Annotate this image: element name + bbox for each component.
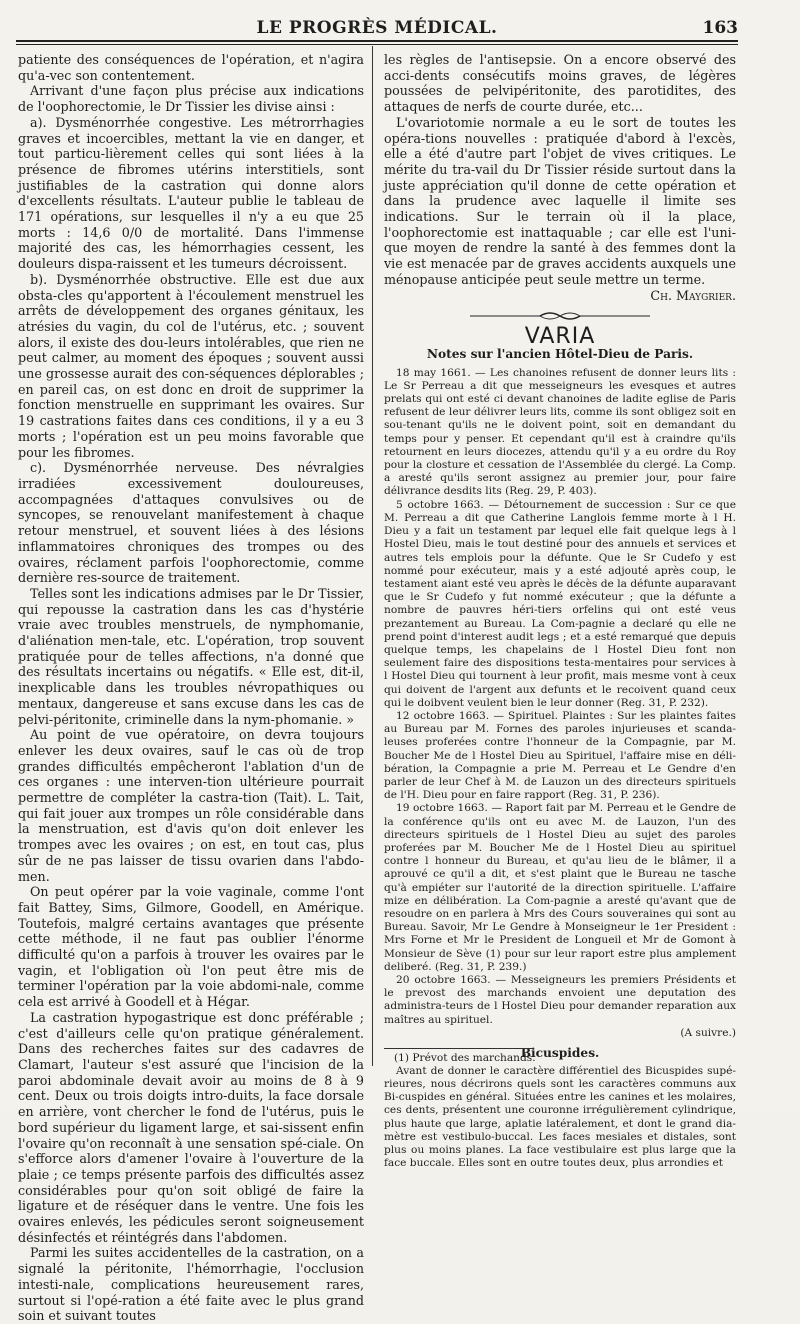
ornament-rule-icon <box>470 309 650 323</box>
paragraph: Arrivant d'une façon plus précise aux indications de l'oophorectomie, le Dr Tissier les divise ainsi : <box>18 83 364 115</box>
paragraph: a). Dysménorrhée congestive. Les métrorrhagies graves et incoercibles, mettant la vie en danger, et tout particu-lièrement celles qui sont liées à la présence de fibromes utérins interstitiels, sont justifiables de la castration qui donne alors d'excellents résultats. L'auteur publie le tableau de 171 opérations, sur lesquelles il n'y a eu que 25 morts : 14,6 0/0 de mortalité. Dans l'immense majorité des cas, les hémorrhagies cessent, les douleurs dispa-raissent et les tumeurs décroissent. <box>18 114 364 272</box>
page-number: 163 <box>702 18 738 38</box>
footnote-rule <box>384 1048 534 1049</box>
varia-subheading: Notes sur l'ancien Hôtel-Dieu de Paris. <box>426 346 694 361</box>
column-divider <box>372 46 373 1066</box>
paragraph: patiente des conséquences de l'opération, et n'agira qu'a-vec son contentement. <box>18 52 364 83</box>
note-paragraph: 5 octobre 1663. — Détournement de succession : Sur ce que M. Perreau a dit que Catherine Langlois femme morte à l H. Dieu y a fait un testament par lequel elle fait quelque legs à l Hostel Dieu, mais le tout destiné pour des annuels et services et autres tels emplois pour la défunte. Que le Sr Cudefo y est nommé pour exécuteur, mais y a esté adjouté après coup, le testament aiant esté veu après le décès de la défunte auparavant que le Sr Cudefo y fut nommé exécuteur ; que la défunte a nombre de pauvres héri-tiers orfelins qui ont esté veus prezantement au Bureau. La Com-pagnie a declaré qu elle ne prend point d'interest audit legs ; et a esté remarqué que depuis quelque temps, les chapelains de l Hostel Dieu font non seulement faire des dispositions testa-mentaires pour services à l Hostel Dieu qui tournent à leur profit, mais mesme vont à ceux qui doivent de l'argent aux defunts et le recoivent quand ceux qui le doibvent veulent bien le leur donner (Reg. 31, P. 232). <box>384 498 736 709</box>
bicuspides-section <box>384 1065 736 1171</box>
header-rule <box>16 40 738 42</box>
note-paragraph: 19 octobre 1663. — Raport fait par M. Perreau et le Gendre de la conférence qu'ils ont eu avec M. de Lauzon, l'un des directeurs spirituels de l Hostel Dieu au sujet des paroles proferées par M. Boucher Me de l Hostel Dieu au spirituel contre l honneur du Bureau, et qu'au lieu de le blâmer, il a aprouvé ce qu'il a dit, et s'est plaint que le Bureau ne tasche qu'à empiéter sur l'autorité de la direction spirituelle. L'affaire mize en délibération. La Com-pagnie a aresté qu'avant que de resoudre on en parlera à Mrs des Cours souveraines qui sont au Bureau. Savoir, Mr Le Gendre à Monseigneur le 1er President : Mrs Forne et Mr le President de Longueil et Mr de Gomont à Monsieur de Sève (1) pour sur leur raport estre plus amplement deliberé. (Reg. 31, P. 239.) <box>384 802 736 973</box>
paragraph: Telles sont les indications admises par le Dr Tissier, qui repousse la castration dans les cas d'hystérie vraie avec troubles menstruels, de nymphomanie, d'aliénation men-tale, etc. L'opération, trop souvent pratiquée pour de telles affections, n'a donné que des résultats incertains ou négatifs. « Elle est, dit-il, inexplicable dans les troubles névropathiques ou mentaux, dangereuse et sans excuse dans les cas de pelvi-péritonite, criminelle dans la nym-phomanie. » <box>18 585 364 727</box>
right-column <box>384 52 736 1170</box>
paragraph: Au point de vue opératoire, on devra toujours enlever les deux ovaires, sauf le cas où de trop grandes difficultés empêcheront l'ablation d'un de ces organes : une interven-tion ultérieure pourrait permettre de compléter la castra-tion (Tait). L. Tait, qui fait jouer aux trompes un rôle considérable dans la menstruation, est d'avis qu'on doit enlever les trompes avec les ovaires ; on est, en tout cas, plus sûr de ne pas laisser de tissu ovarien dans l'abdo-men. <box>18 727 364 884</box>
journal-title: LE PROGRÈS MÉDICAL. <box>256 18 498 38</box>
header-rule-thin <box>16 44 738 45</box>
to-be-continued: (A suivre.) <box>680 1026 736 1039</box>
paragraph: Parmi les suites accidentelles de la castration, on a signalé la péritonite, l'hémorrhagie, l'occlusion intesti-nale, complications heureusement rares, surtout si l'opé-ration a été faite avec le plus grand soin et suivant toutes <box>18 1245 364 1324</box>
left-column <box>18 52 364 1324</box>
note-paragraph: 20 octobre 1663. — Messeigneurs les premiers Présidents et le prevost des marchands envoient une deputation des administra-teurs de l Hostel Dieu pour demander reparation aux maîtres au spirituel. <box>384 974 736 1026</box>
varia-heading: VARIA <box>524 324 596 350</box>
article-signature: Ch. Maygrier. <box>650 287 736 303</box>
note-paragraph: 18 may 1661. — Les chanoines refusent de donner leurs lits : Le Sr Perreau a dit que messeigneurs les evesques et autres prelats qui ont esté ci devant chanoines de ladite eglise de Paris refusent de leur délivrer leurs lits, comme ils sont obligez soit en sou-tenant qu'ils ne le doivent point, soit en demandant du temps pour y penser. Et cependant qu'il est à craindre qu'ils retournent en leurs diocezes, attendu qu'il y a eu ordre du Roy pour la closture et cessation de l'Assemblée du clergé. La Comp. a aresté qu'ils seront assignez au premier jour, pour faire délivrance desdits lits (Reg. 29, P. 403). <box>384 366 736 498</box>
note-paragraph: 12 octobre 1663. — Spirituel. Plaintes : Sur les plaintes faites au Bureau par M. Fornes des paroles injurieuses et scanda-leuses proferées contre l'honneur de la Compagnie, par M. Boucher Me de l Hostel Dieu au Spirituel, l'affaire mise en déli-bération, la Compagnie a prie M. Perreau et Le Gendre d'en parler de leur Chef à M. de Lauzon un des directeurs spirituels de l'H. Dieu pour en faire rapport (Reg. 31, P. 236). <box>384 709 736 802</box>
paragraph: les règles de l'antisepsie. On a encore observé des acci-dents consécutifs moins graves, de légères poussées de pelvipéritonite, des parotidites, des attaques de nerfs de courte durée, etc... <box>384 52 736 115</box>
paragraph: On peut opérer par la voie vaginale, comme l'ont fait Battey, Sims, Gilmore, Goodell, en Amérique. Toutefois, malgré certains avantages que présente cette méthode, il ne faut pas oublier l'énorme difficulté qu'on a parfois à trouver les ovaires par le vagin, et l'obligation où l'on peut être mis de terminer l'opération par la voie abdomi-nale, comme cela est arrivé à Goodell et à Hégar. <box>18 884 364 1010</box>
section-ornament <box>384 309 736 325</box>
paragraph: c). Dysménorrhée nerveuse. Des névralgies irradiées excessivement douloureuses, accompagnées d'attaques convulsives ou de syncopes, se renouvelant manifestement à chaque retour menstruel, et souvent liées à des lésions inflammatoires chroniques des trompes ou des ovaires, réclament parfois l'oophorectomie, comme dernière res-source de traitement. <box>18 460 364 586</box>
varia-notes <box>384 367 736 1040</box>
paragraph: b). Dysménorrhée obstructive. Elle est due aux obsta-cles qu'apportent à l'écoulement menstruel les arrêts de développement des organes génitaux, les atrésies du vagin, du col de l'utérus, etc. ; souvent alors, il existe des dou-leurs intolérables, que rien ne peut calmer, au moment des époques ; souvent aussi une grossesse aurait des con-séquences déplorables ; en pareil cas, on est donc en droit de supprimer la fonction menstruelle en supprimant les ovaires. Sur 19 castrations faites dans ces conditions, il y a eu 3 morts ; l'opération est un peu moins favorable que pour les fibromes. <box>18 271 364 460</box>
footnote: (1) Prévot des marchands. <box>394 1052 536 1064</box>
paragraph: La castration hypogastrique est donc préférable ; c'est d'ailleurs celle qu'on pratique généralement. Dans des recherches faites sur des cadavres de Clamart, l'auteur s'est assuré que l'incision de la paroi abdominale devait avoir au moins de 8 à 9 cent. Deux ou trois doigts intro-duits, la face dorsale en arrière, vont chercher le fond de l'utérus, puis le bord supérieur du ligament large, et sai-sissent enfin l'ovaire qu'on reconnaît à une sensation spé-ciale. On s'efforce alors d'amener l'ovaire à l'ouverture de la plaie ; ce temps présente parfois des difficultés assez considérables pour qu'on soit obligé de faire la ligature et de réséquer dans le ventre. Une fois les ovaires enlevés, les pédicules seront soigneusement désinfectés et réintégrés dans l'abdomen. <box>18 1009 364 1245</box>
paragraph: Avant de donner le caractère différentiel des Bicuspides supé-rieures, nous décrirons quels sont les caractères communs aux Bi-cuspides en général. Situées entre les canines et les molaires, ces dents, présentent une couronne irrégulièrement cylindrique, plus haute que large, aplatie latéralement, et dont le grand dia-mètre est vestibulo-buccal. Les faces mesiales et distales, sont plus ou moins planes. La face vestibulaire est plus large que la face buccale. Elles sont en outre toutes deux, plus arrondies et <box>384 1064 736 1170</box>
page-header <box>16 18 738 40</box>
bicuspides-heading: Bicuspides. <box>520 1046 600 1061</box>
paragraph: L'ovariotomie normale a eu le sort de toutes les opéra-tions nouvelles : pratiquée d'abord à l'excès, elle a été d'autre part l'objet de vives critiques. Le mérite du tra-vail du Dr Tissier réside surtout dans la juste appréciation qu'il donne de cette opération et dans la prudence avec laquelle il limite ses indications. Sur le terrain où il la place, l'oophorectomie est inattaquable ; car elle est l'uni-que moyen de rendre la santé à des femmes dont la vie est menacée par de graves accidents auxquels une ménopause anticipée peut seule mettre un terme. <box>384 114 736 287</box>
